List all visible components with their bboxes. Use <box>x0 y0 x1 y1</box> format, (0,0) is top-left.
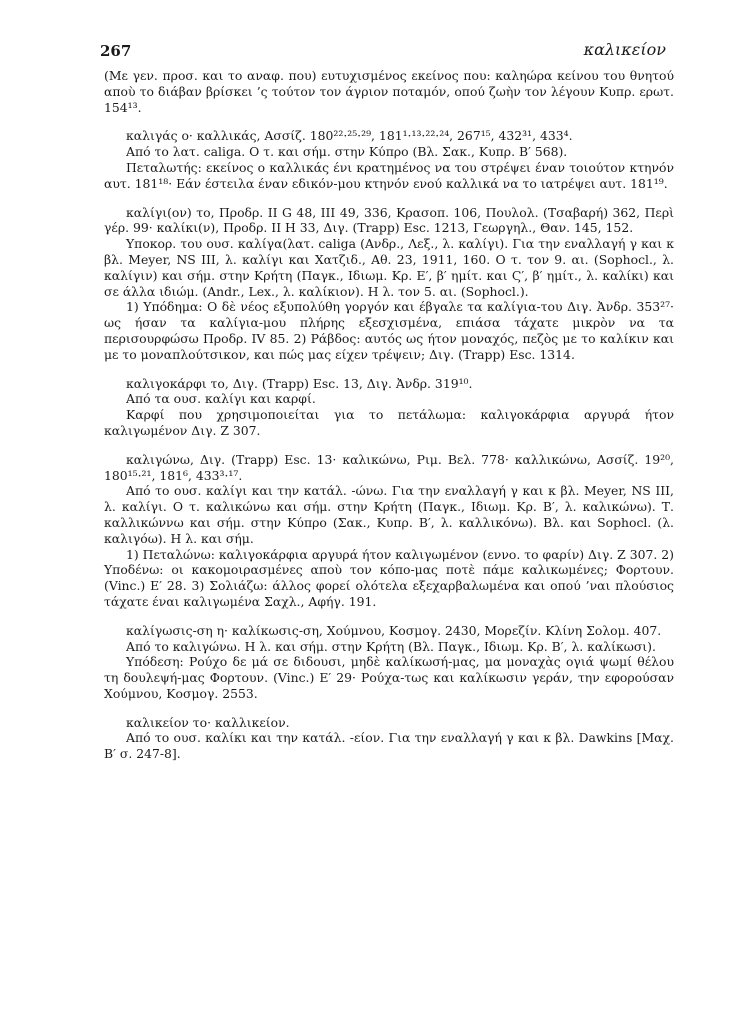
entry-kaligion-etymology: Υποκορ. του ουσ. καλίγα(λατ. caliga (Ανδρ., Λεξ., λ. καλίγι). Για την εναλλαγή γ και κ βλ. Meyer, NS III, λ. καλίγι και Χατζιδ., Αθ. 23, 1911, 160. Ο τ. τον 9. αι. (Sophocl., λ. καλίγιν) και σήμ. στην Κρήτη (Παγκ., Ιδιωμ. Κρ. Ε′, β′ ημίτ. και Ϛ′, β′ ημίτ., λ. καλίκι) και σε άλλα ιδιώμ. (Andr., Lex., λ. καλίκιον). Η λ. τον 5. αι. (Sophocl.). <box>104 236 674 299</box>
entry-kaligono-meaning: 1) Πεταλώνω: καλιγοκάρφια αργυρά ήτον καλιγωμένον (εννο. το φαρίν) Διγ. Ζ 307. 2) Υποδένω: οι κακομοιρασμένες αποὺ τον κόπο-μας ποτὲ πάμε καλικωμένες; Φορτουν. (Vinc.) Ε′ 28. 3) Σολιάζω: άλλος φορεί ολότελα εξεχαρβαλωμένα και οπού ’ναι πλούσιος τάχατε έναι καλιγωμένα Σαχλ., Αφήγ. 191. <box>104 546 674 609</box>
entry-kalikeion-head: καλικείον το· καλλικείον. <box>126 714 290 730</box>
page-body <box>104 68 674 762</box>
entry-kalikeion-etymology: Από το ουσ. καλίκι και την κατάλ. -είον. Για την εναλλαγή γ και κ βλ. Dawkins [Μαχ. Β′ σ. 247-8]. <box>104 730 674 762</box>
entry-kaligosis-meaning: Υπόδεση: Ρούχο δε μά σε διδουσι, μηδὲ καλίκωσή-μας, μα μοναχὰς ογιά ψωμί θέλου τη δουλεψή-μας Φορτουν. (Vinc.) Ε′ 29· Ρούχα-τως και καλίκωσιν γεράν, την εφορούσαν Χούμνου, Κοσμογ. 2553. <box>104 654 674 701</box>
entry-kaligosis-etymology: Από το καλιγώνω. Η λ. και σήμ. στην Κρήτη (Βλ. Παγκ., Ιδιωμ. Κρ. Β′, λ. καλίκωσι). <box>126 638 656 654</box>
entry-kaligas-etymology: Από το λατ. caliga. Ο τ. και σήμ. στην Κύπρο (Βλ. Σακ., Κυπρ. Β′ 568). <box>126 144 568 160</box>
page-number: 267 <box>100 42 132 60</box>
entry-kaligion-meaning: 1) Υπόδημα: Ο δὲ νέος εξυπολύθη γοργόν και έβγαλε τα καλίγια-του Διγ. Ἀνδρ. 353²⁷· ως ήσαν τα καλίγια-μου πλήρης εξεσχισμένα, επιάσα τάχατε μικρὸν να τα περισουρφώσω Προδρ. IV 85. 2) Ράβδος: αυτός ως ήτον μοναχός, πεζὸς με το καλίκιν και με το μοναπλούτσικον, και πώς μας είχεν τρέψειν; Διγ. (Trapp) Esc. 1314. <box>104 299 674 362</box>
entry-kaligokarfi-etymology: Από τα ουσ. καλίγι και καρφί. <box>126 391 316 407</box>
entry-kaligion-head: καλίγι(ον) το, Προδρ. II G 48, III 49, 336, Κρασοπ. 106, Πουλολ. (Τσαβαρή) 362, Περὶ γέρ. 99· καλίκι(ν), Προδρ. II H 33, Διγ. (Trapp) Esc. 1213, Γεωργηλ., Θαν. 145, 152. <box>104 204 674 236</box>
entry-kaligokarfi-head: καλιγοκάρφι το, Διγ. (Trapp) Esc. 13, Διγ. Ἀνδρ. 319¹⁰. <box>126 375 473 391</box>
entry-kaligono-head: καλιγώνω, Διγ. (Trapp) Esc. 13· καλικώνω, Ριμ. Βελ. 778· καλλικώνω, Ασσίζ. 19²⁰, 180¹⁵·²¹, 181⁶, 433³·¹⁷. <box>104 451 674 483</box>
entry-kaligas-head: καλιγάς ο· καλλικάς, Ασσίζ. 180²²·²⁵·²⁹, 181¹·¹³·²²·²⁴, 267¹⁵, 432³¹, 433⁴. <box>126 128 573 144</box>
entry-kaligono-etymology: Από το ουσ. καλίγι και την κατάλ. -ώνω. Για την εναλλαγή γ και κ βλ. Meyer, NS III, λ. καλίγι. Ο τ. καλικώνω και σήμ. στην Κρήτη (Παγκ., Ιδιωμ. Κρ. Β′, λ. καλικώνω). Τ. καλλικώννω και σήμ. στην Κύπρο (Σακ., Κυπρ. Β′, λ. καλλικόνω). Βλ. και Sophocl. (λ. καλιγόω). Η λ. και σήμ. <box>104 483 674 546</box>
entry-kaligosis-head: καλίγωσις-ση η· καλίκωσις-ση, Χούμνου, Κοσμογ. 2430, Μορεζίν. Κλίνη Σολομ. 407. <box>126 622 662 638</box>
entry-kaligokarfi-meaning: Καρφί που χρησιμοποιείται για το πετάλωμα: καλιγοκάρφια αργυρά ήτον καλιγωμένον Διγ. Ζ 307. <box>104 407 674 438</box>
running-head: καλικείον <box>583 40 666 59</box>
entry-kaligas-meaning: Πεταλωτής: εκείνος ο καλλικάς ένι κρατημένος να του στρέψει έναν τοιούτον κτηνόν αυτ. 181¹⁸· Εάν έστειλα έναν εδικόν-μου κτηνόν ενού καλλικά να το ιατρέψει αυτ. 181¹⁹. <box>104 159 674 191</box>
continued-paragraph: (Με γεν. προσ. και το αναφ. που) ευτυχισμένος εκείνος που: καληώρα κείνου του θνητού αποὺ το διάβαν βρίσκει ’ς τούτον τον άγριον ποταμόν, οπού ζωὴν τον λέγουν Κυπρ. ερωτ. 154¹³. <box>104 68 674 115</box>
